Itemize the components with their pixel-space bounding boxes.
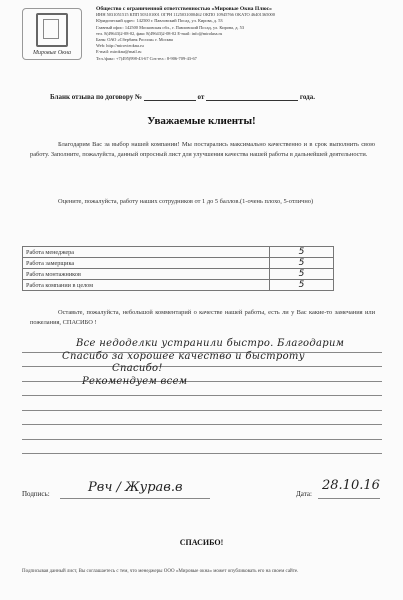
table-row bbox=[23, 280, 334, 291]
contract-number-field[interactable] bbox=[144, 92, 196, 101]
requisite-line: E-mail: mirokna@mail.ru bbox=[96, 49, 142, 55]
comment-line bbox=[22, 396, 382, 411]
company-logo bbox=[22, 8, 82, 60]
rating-value[interactable]: 5 bbox=[270, 258, 334, 269]
rating-value[interactable]: 5 bbox=[270, 247, 334, 258]
table-row bbox=[23, 258, 334, 269]
date-field[interactable] bbox=[318, 498, 380, 499]
rating-value[interactable]: 5 bbox=[270, 280, 334, 291]
contract-date-field[interactable] bbox=[206, 92, 298, 101]
rating-value[interactable]: 5 bbox=[270, 269, 334, 280]
table-row bbox=[23, 247, 334, 258]
comment-line bbox=[22, 440, 382, 455]
rating-label: Работа монтажников bbox=[23, 269, 270, 280]
company-requisites bbox=[96, 6, 386, 62]
contract-line bbox=[50, 92, 380, 101]
handwritten-comment: Все недоделки устранили быстро. Благодарим bbox=[76, 338, 345, 349]
comment-line bbox=[22, 382, 382, 397]
logo-text: Мировые Окна bbox=[33, 50, 71, 56]
intro-paragraph: Благодарим Вас за выбор нашей компании! Мы постарались максимально качественно и в срок выполнить свою работу. Заполните, пожалуйста, данный опросный лист для улучшения качества нашей работы в дальнейшей деятельности. bbox=[30, 141, 375, 158]
requisite-line: Web: http://mirovieokna.ru bbox=[96, 43, 144, 49]
requisite-line: тел. 8(49643)2-08-02, факс 8(49643)2-08-02 E-mail: info@mirokna.ru bbox=[96, 30, 223, 36]
rating-table bbox=[22, 246, 334, 291]
requisite-line: Юридический адрес: 142500 г. Павловский Посад, ул. Кирова, д. 53 bbox=[96, 18, 223, 24]
requisite-line: Банк: ОАО «Сбербанк России» г. Москва bbox=[96, 37, 173, 43]
requisite-line: ИНН 5031051515 КПП 503101001 ОГРН 1125031000462 ОКПО 10945766 ОКАТО 46401365000 bbox=[96, 12, 275, 18]
contract-suffix: года. bbox=[299, 93, 315, 101]
requisite-line: Тел./факс: +7(495)998-43-67 Сот.тел.: 8-906-709-43-67 bbox=[96, 55, 197, 61]
signature-label: Подпись: bbox=[22, 490, 50, 498]
footer-note: Подписывая данный лист, Вы соглашаетесь с тем, что менеджеры ООО «Мировые окна» может опубликовать его на своем сайте. bbox=[22, 569, 299, 574]
comment-line bbox=[22, 411, 382, 426]
comment-area[interactable] bbox=[22, 338, 382, 454]
greeting-heading: Уважаемые клиенты! bbox=[147, 115, 256, 127]
handwritten-signature: Рвч / Журав.в bbox=[88, 480, 183, 495]
comment-line bbox=[22, 367, 382, 382]
signature-field[interactable] bbox=[60, 498, 210, 499]
contract-prefix: Бланк отзыва по договору № bbox=[50, 93, 142, 101]
rating-label: Работа компании в целом bbox=[23, 280, 270, 291]
company-name: Общество с ограниченной ответственностью «Мировые Окна Плюс» bbox=[96, 6, 272, 12]
comment-instructions: Оставьте, пожалуйста, небольшой комментарий о качестве нашей работы, есть ли у Вас какие-то замечания или пожелания, СПАСИБО ! bbox=[30, 309, 375, 326]
handwritten-comment: Спасибо! bbox=[112, 363, 163, 374]
thanks-heading: СПАСИБО! bbox=[179, 538, 224, 547]
window-icon bbox=[36, 13, 68, 47]
contract-from: от bbox=[197, 93, 205, 101]
table-row bbox=[23, 269, 334, 280]
date-label: Дата: bbox=[296, 490, 312, 498]
rating-label: Работа менеджера bbox=[23, 247, 270, 258]
handwritten-comment: Рекомендуем всем bbox=[82, 376, 188, 387]
rating-instructions: Оцените, пожалуйста, работу наших сотрудников от 1 до 5 баллов.(1-очень плохо, 5-отлично) bbox=[58, 198, 314, 205]
handwritten-comment: Спасибо за хорошее качество и быстроту bbox=[62, 351, 305, 362]
handwritten-date: 28.10.16 bbox=[322, 478, 380, 493]
comment-line bbox=[22, 425, 382, 440]
requisite-line: Главный офис: 142500 Московская обл., г. Павловский Посад, ул. Кирова, д. 53 bbox=[96, 24, 245, 30]
rating-label: Работа замерщика bbox=[23, 258, 270, 269]
